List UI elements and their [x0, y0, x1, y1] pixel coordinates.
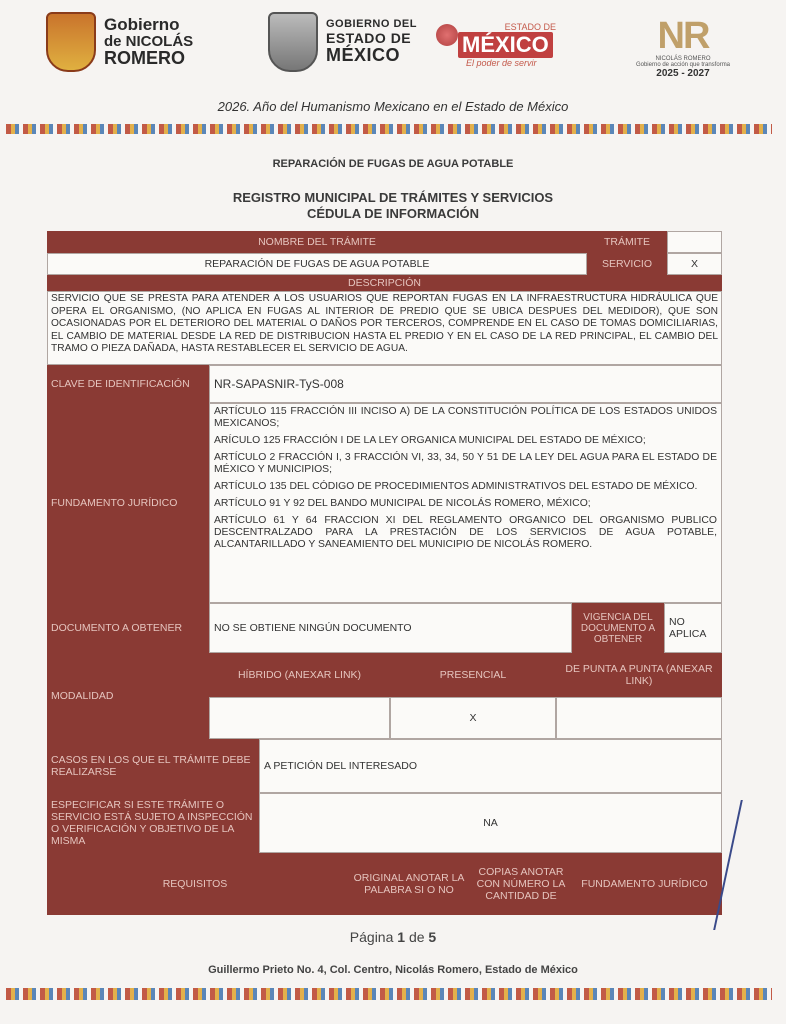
doc-subject: REPARACIÓN DE FUGAS DE AGUA POTABLE	[272, 158, 514, 170]
logo4-years: 2025 - 2027	[656, 68, 710, 79]
fundamento-item: ARTÍCULO 91 Y 92 DEL BANDO MUNICIPAL DE NICOLÁS ROMERO, MÉXICO;	[214, 498, 591, 509]
requisitos-label: REQUISITOS	[47, 853, 343, 915]
logo4-small: NICOLÁS ROMERO	[655, 56, 711, 62]
logo3-sub: El poder de servir	[466, 58, 537, 68]
copias-label: COPIAS ANOTAR CON NÚMERO LA CANTIDAD DE	[475, 853, 567, 915]
page-current: 1	[397, 929, 406, 945]
descripcion-label: DESCRIPCIÓN	[47, 275, 722, 291]
casos-value: A PETICIÓN DEL INTERESADO	[259, 739, 722, 793]
fundamento-item: ARTÍCULO 135 DEL CÓDIGO DE PROCEDIMIENTOS ADMINISTRATIVOS DEL ESTADO DE MÉXICO.	[214, 481, 698, 492]
servicio-label: SERVICIO	[587, 253, 667, 275]
inspeccion-label: ESPECIFICAR SI ESTE TRÁMITE O SERVICIO ESTÁ SUJETO A INSPECCIÓN O VERIFICACIÓN Y OBJETIVO DE LA MISMA	[47, 793, 259, 853]
presencial-label: PRESENCIAL	[390, 653, 556, 697]
hibrido-value	[209, 697, 390, 739]
municipal-shield-icon	[46, 12, 96, 72]
year-slogan: 2026. Año del Humanismo Mexicano en el Estado de México	[217, 99, 569, 114]
original-label: ORIGINAL ANOTAR LA PALABRA SI O NO	[343, 853, 475, 915]
logo1-line1: Gobierno	[104, 14, 180, 34]
tramite-mark	[667, 231, 722, 253]
footer-address: Guillermo Prieto No. 4, Col. Centro, Nicolás Romero, Estado de México	[208, 964, 578, 976]
fundamento-item: ARTÍCULO 61 Y 64 FRACCION XI DEL REGLAMENTO ORGANICO DEL ORGANISMO PUBLICO DESCENTRALZADO PARA LA PRESTACIÓN DE LOS SERVICIOS DE AGUA POTABLE, ALCANTARILLADO Y SANEAMIENTO DEL MUNICIPIO DE NICOLÁS ROMERO.	[214, 515, 717, 550]
decorative-border-top	[6, 124, 772, 134]
decorative-border-bottom	[6, 988, 772, 1000]
logo2-line1: GOBIERNO DEL	[326, 18, 417, 31]
fundamento-item: ARTÍCULO 2 FRACCIÓN I, 3 FRACCIÓN VI, 33, 34, 50 Y 51 DE LA LEY DEL AGUA PARA EL ESTADO DE MÉXICO Y MUNICIPIOS;	[214, 452, 717, 475]
logo1-line3: ROMERO	[104, 48, 185, 69]
page-total: 5	[428, 929, 437, 945]
page-prefix: Página	[349, 929, 394, 945]
descripcion-text: SERVICIO QUE SE PRESTA PARA ATENDER A LOS USUARIOS QUE REPORTAN FUGAS EN LA INFRAESTRUCTURA HIDRÁULICA QUE OPERA EL ORGANISMO, (NO APLICA EN FUGAS AL INTERIOR DE PREDIO QUE SE UBICA DESPUES DEL MEDIDOR), QUE SON OCASIONADAS POR EL DETERIORO DEL MATERIAL O DAÑOS POR TERCEROS, COMPRENDE EN EL CASO DE TOMAS DOMICILIARIAS, EL CAMBIO DE MATERIAL DESDE LA RED DE DISTRIBUCION HASTA EL PREDIO Y EN EL CASO DE LA RED PRINCIPAL, EL CAMBIO DEL TRAMO O PIEZA DAÑADA, HASTA RESTABLECER EL SERVICIO DE AGUA.	[47, 291, 722, 365]
fundamento-item: ARTÍCULO 115 FRACCIÓN III INCISO A) DE LA CONSTITUCIÓN POLÍTICA DE LOS ESTADOS UNIDOS MEXICANOS;	[214, 406, 717, 429]
state-shield-icon	[268, 12, 318, 72]
documento-label: DOCUMENTO A OBTENER	[47, 603, 209, 653]
fundamento-item: ARÍCULO 125 FRACCIÓN I DE LA LEY ORGANICA MUNICIPAL DEL ESTADO DE MÉXICO;	[214, 435, 646, 446]
logo3-main: MÉXICO	[458, 32, 553, 58]
handwritten-signature	[713, 800, 773, 930]
nicolas-romero-logo	[46, 12, 193, 72]
fundamento-list	[209, 403, 722, 603]
clave-label: CLAVE DE IDENTIFICACIÓN	[47, 365, 209, 403]
page-number	[0, 929, 786, 945]
logo3-top: ESTADO DE	[504, 22, 556, 32]
presencial-value: X	[390, 697, 556, 739]
page-of: de	[408, 929, 425, 945]
documento-value: NO SE OBTIENE NINGÚN DOCUMENTO	[209, 603, 572, 653]
nombre-value: REPARACIÓN DE FUGAS DE AGUA POTABLE	[47, 253, 587, 275]
doc-subtitle: CÉDULA DE INFORMACIÓN	[306, 206, 480, 221]
nr-logo	[628, 16, 738, 79]
logo2-line2: ESTADO DE	[326, 29, 412, 46]
logo4-main: NR	[657, 15, 709, 57]
hibrido-label: HÍBRIDO (ANEXAR LINK)	[209, 653, 390, 697]
estado-mexico-logo	[268, 12, 417, 72]
logo4-tag: Gobierno de acción que transforma	[635, 62, 731, 68]
req-fundamento-label: FUNDAMENTO JURÍDICO	[567, 853, 722, 915]
tramite-label: TRÁMITE	[587, 231, 667, 253]
doc-title: REGISTRO MUNICIPAL DE TRÁMITES Y SERVICIOS	[232, 190, 554, 205]
casos-label: CASOS EN LOS QUE EL TRÁMITE DEBE REALIZARSE	[47, 739, 259, 793]
mexico-brand-logo	[436, 22, 556, 68]
nombre-label: NOMBRE DEL TRÁMITE	[47, 231, 587, 253]
modalidad-label: MODALIDAD	[47, 653, 209, 739]
clave-value: NR-SAPASNIR-TyS-008	[209, 365, 722, 403]
punta-value	[556, 697, 722, 739]
punta-label: DE PUNTA A PUNTA (ANEXAR LINK)	[556, 653, 722, 697]
inspeccion-value: NA	[259, 793, 722, 853]
logo2-line3: MÉXICO	[326, 44, 401, 65]
vigencia-value: NO APLICA	[664, 603, 722, 653]
logo1-line2: de NICOLÁS	[104, 32, 194, 50]
servicio-mark: X	[667, 253, 722, 275]
fundamento-label: FUNDAMENTO JURÍDICO	[47, 403, 209, 603]
vigencia-label: VIGENCIA DEL DOCUMENTO A OBTENER	[572, 603, 664, 653]
